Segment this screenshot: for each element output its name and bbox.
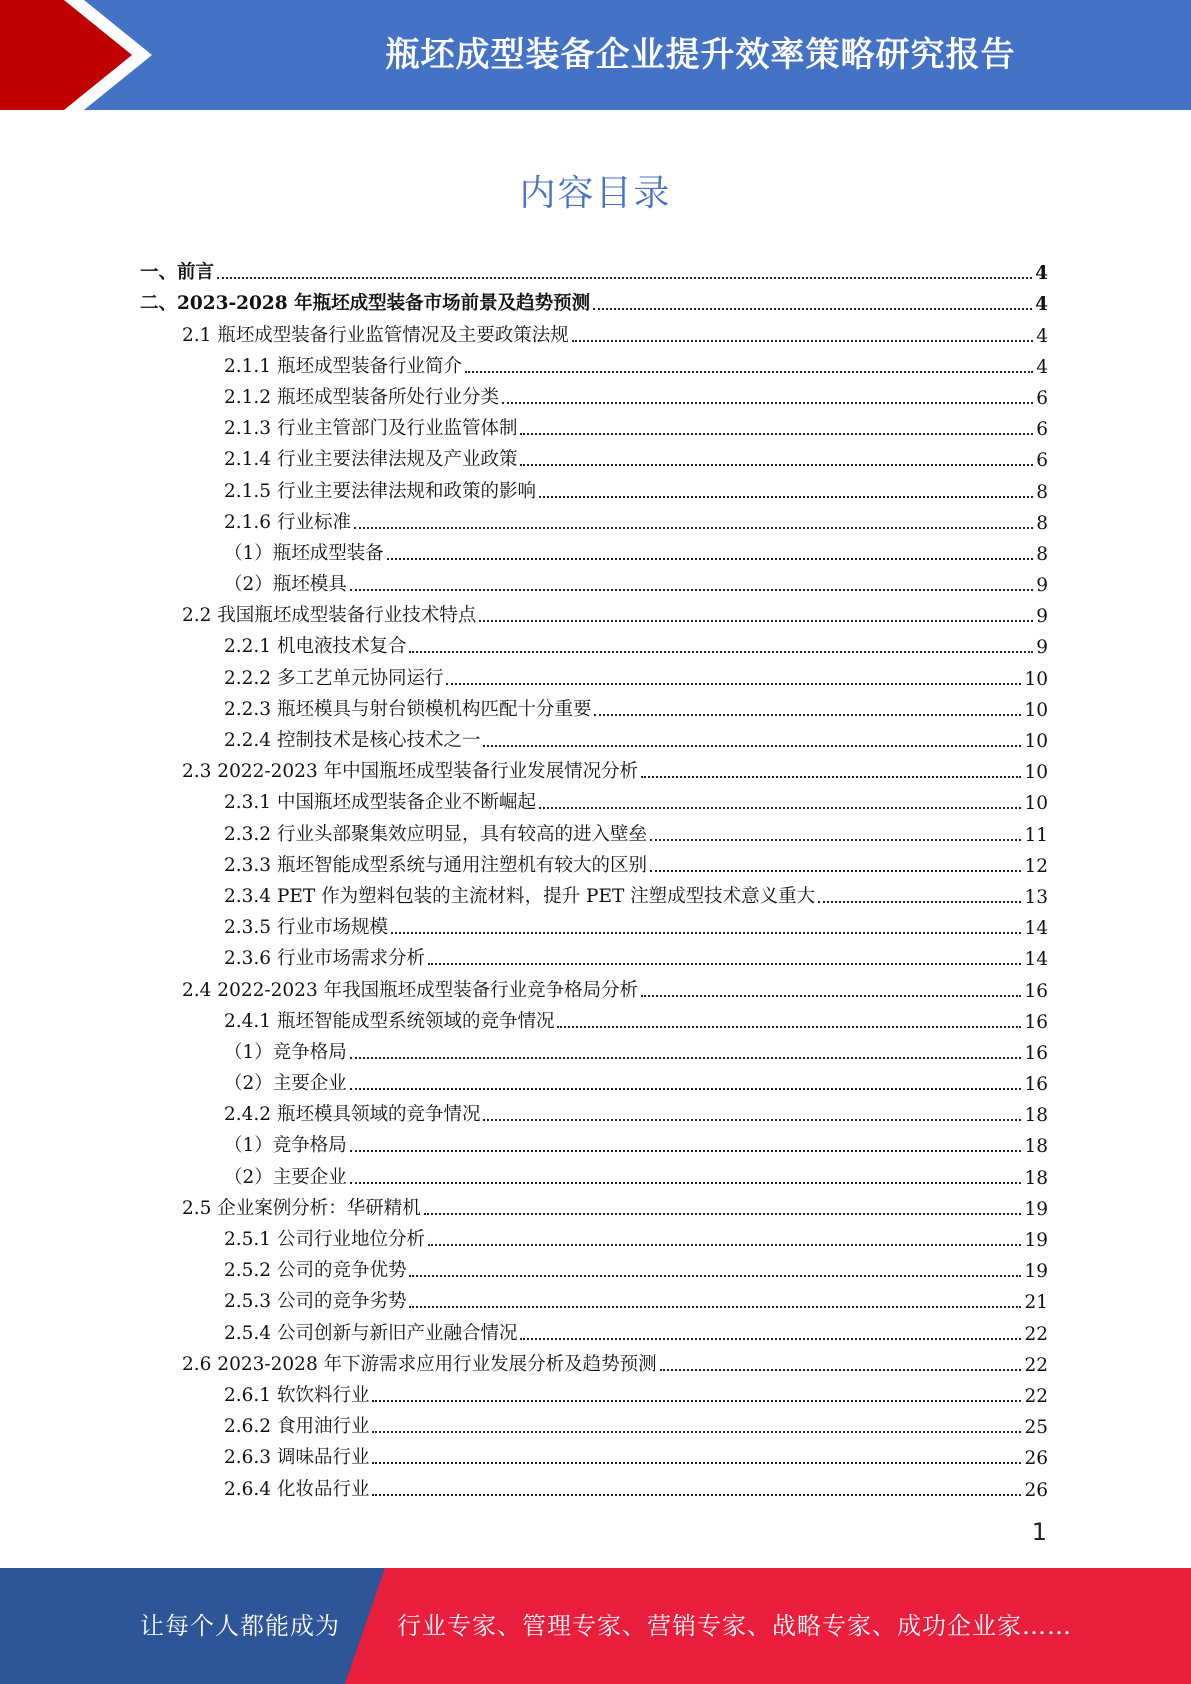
toc-entry[interactable] — [140, 253, 1048, 284]
dot-leader — [372, 1400, 1021, 1402]
toc-entry-label: （2）主要企业 — [224, 1073, 347, 1095]
toc-entry-page: 10 — [1024, 731, 1048, 752]
toc-entry-label: 二、2023-2028 年瓶坯成型装备市场前景及趋势预测 — [140, 293, 591, 315]
toc-entry[interactable] — [140, 284, 1048, 315]
toc-entry-label: 2.3.1 中国瓶坯成型装备企业不断崛起 — [224, 792, 536, 814]
dot-leader — [641, 776, 1021, 778]
toc-entry-label: （2）瓶坯模具 — [224, 574, 347, 596]
dot-leader — [391, 932, 1021, 934]
dot-leader — [483, 745, 1021, 747]
dot-leader — [479, 620, 1033, 622]
dot-leader — [483, 1119, 1021, 1121]
toc-entry[interactable] — [140, 783, 1048, 814]
toc-entry-label: 2.1.1 瓶坯成型装备行业简介 — [224, 355, 462, 377]
toc-entry[interactable] — [140, 1033, 1048, 1064]
toc-entry-label: 2.5.4 公司创新与新旧产业融合情况 — [224, 1322, 518, 1344]
toc-entry-label: 2.4.1 瓶坯智能成型系统领域的竞争情况 — [224, 1010, 555, 1032]
dot-leader — [372, 1431, 1021, 1433]
toc-entry-label: 2.5.1 公司行业地位分析 — [224, 1229, 425, 1250]
toc-entry[interactable] — [140, 1376, 1048, 1407]
toc-entry-label: 2.1 瓶坯成型装备行业监管情况及主要政策法规 — [182, 324, 569, 346]
toc-entry-label: 2.6.1 软饮料行业 — [224, 1384, 370, 1406]
toc-entry-label: 2.6.4 化妆品行业 — [224, 1478, 370, 1500]
toc-entry-page: 6 — [1036, 387, 1048, 409]
toc-entry[interactable] — [140, 846, 1048, 877]
toc-entry-page: 9 — [1036, 606, 1048, 628]
toc-entry-label: 2.1.5 行业主要法律法规和政策的影响 — [224, 480, 536, 502]
toc-entry[interactable] — [140, 658, 1048, 689]
toc-entry[interactable] — [140, 347, 1048, 378]
toc-entry-page: 22 — [1024, 1354, 1048, 1376]
toc-entry-label: 2.1.3 行业主管部门及行业监管体制 — [224, 418, 518, 440]
toc-entry[interactable] — [140, 503, 1048, 534]
toc-entry-page: 14 — [1024, 918, 1048, 940]
toc-entry[interactable] — [140, 721, 1048, 752]
toc-entry-page: 26 — [1024, 1448, 1048, 1470]
dot-leader — [424, 1213, 1022, 1215]
toc-entry-label: 2.6 2023-2028 年下游需求应用行业发展分析及趋势预测 — [182, 1353, 657, 1375]
dot-leader — [572, 340, 1033, 342]
toc-entry[interactable] — [140, 1220, 1048, 1251]
toc-entry[interactable] — [140, 1126, 1048, 1157]
toc-entry[interactable] — [140, 378, 1048, 409]
toc-entry-page: 6 — [1036, 419, 1048, 441]
dot-leader — [217, 277, 1032, 279]
toc-entry[interactable] — [140, 752, 1048, 783]
dot-leader — [428, 1244, 1021, 1246]
dot-leader — [409, 1275, 1021, 1277]
toc-entry[interactable] — [140, 534, 1048, 565]
dot-leader — [593, 308, 1032, 310]
toc-entry-label: 2.2.3 瓶坯模具与射台锁模机构匹配十分重要 — [224, 698, 592, 720]
dot-leader — [641, 995, 1021, 997]
toc-heading: 内容目录 — [519, 173, 672, 214]
toc-entry-label: 2.3.5 行业市场规模 — [224, 917, 388, 939]
toc-entry-label: 2.5.3 公司的竞争劣势 — [224, 1291, 407, 1313]
toc-entry-label: 2.4.2 瓶坯模具领域的竞争情况 — [224, 1104, 481, 1126]
toc-entry[interactable] — [140, 877, 1048, 908]
toc-entry-page: 18 — [1024, 1136, 1048, 1158]
dot-leader — [372, 1494, 1021, 1496]
toc-entry-label: 2.6.2 食用油行业 — [224, 1416, 370, 1438]
toc-entry-page: 16 — [1024, 1042, 1048, 1064]
toc-entry[interactable] — [140, 1095, 1048, 1126]
toc-entry-label: （1）竞争格局 — [224, 1041, 347, 1063]
toc-entry[interactable] — [140, 471, 1048, 502]
dot-leader — [539, 807, 1021, 809]
toc-entry-label: 2.2.1 机电液技术复合 — [224, 636, 407, 658]
toc-entry-page: 18 — [1024, 1105, 1048, 1127]
toc-entry[interactable] — [140, 1407, 1048, 1438]
dot-leader — [650, 839, 1021, 841]
dot-leader — [350, 589, 1033, 591]
toc-entry-page: 25 — [1024, 1417, 1048, 1439]
toc-entry[interactable] — [140, 315, 1048, 346]
toc-entry-page: 9 — [1036, 637, 1048, 659]
toc-entry-page: 6 — [1036, 450, 1048, 472]
toc-entry[interactable] — [140, 939, 1048, 970]
footer-slogan-right: 行业专家、管理专家、营销专家、战略专家、成功企业家…… — [397, 1612, 1072, 1640]
toc-entry-label: 一、前言 — [140, 262, 215, 284]
dot-leader — [818, 901, 1021, 903]
toc-entry-page: 14 — [1024, 949, 1048, 971]
table-of-contents — [140, 253, 1048, 1501]
dot-leader — [594, 714, 1021, 716]
toc-entry[interactable] — [140, 1157, 1048, 1188]
toc-entry-page: 12 — [1024, 855, 1048, 877]
toc-entry[interactable] — [140, 1251, 1048, 1282]
toc-entry[interactable] — [140, 1313, 1048, 1344]
toc-entry-page: 22 — [1024, 1385, 1048, 1407]
toc-entry-page: 8 — [1036, 512, 1048, 534]
toc-entry-label: 2.3.4 PET 作为塑料包装的主流材料，提升 PET 注塑成型技术意义重大 — [224, 885, 816, 907]
dot-leader — [446, 683, 1021, 685]
dot-leader — [428, 963, 1021, 965]
toc-entry[interactable] — [140, 814, 1048, 845]
toc-entry-page: 13 — [1024, 886, 1048, 908]
toc-entry[interactable] — [140, 1189, 1048, 1220]
dot-leader — [520, 464, 1033, 466]
dot-leader — [350, 1088, 1022, 1090]
toc-entry-page: 4 — [1036, 356, 1048, 378]
toc-entry-page: 8 — [1036, 481, 1048, 503]
toc-entry-label: 2.3.2 行业头部聚集效应明显，具有较高的进入壁垒 — [224, 823, 647, 845]
dot-leader — [660, 1369, 1022, 1371]
toc-entry-page: 4 — [1036, 325, 1048, 347]
toc-entry[interactable] — [140, 596, 1048, 627]
footer-banner — [0, 1568, 1191, 1684]
toc-entry[interactable] — [140, 440, 1048, 471]
toc-entry-page: 19 — [1024, 1198, 1048, 1220]
toc-entry-page: 10 — [1024, 699, 1048, 721]
toc-entry[interactable] — [140, 1064, 1048, 1095]
toc-entry-page: 26 — [1024, 1479, 1048, 1501]
toc-entry-page: 9 — [1036, 575, 1048, 597]
toc-entry-page: 16 — [1024, 1074, 1048, 1096]
toc-entry-page: 11 — [1024, 824, 1048, 846]
toc-entry-label: 2.5.2 公司的竞争优势 — [224, 1260, 407, 1282]
dot-leader — [502, 402, 1033, 404]
toc-entry-page: 10 — [1024, 762, 1048, 784]
toc-entry[interactable] — [140, 1002, 1048, 1033]
toc-entry-page: 21 — [1024, 1292, 1048, 1314]
toc-entry-page: 19 — [1024, 1230, 1048, 1251]
toc-entry-label: 2.3.3 瓶坯智能成型系统与通用注塑机有较大的区别 — [224, 854, 647, 876]
toc-entry-page: 4 — [1035, 263, 1048, 285]
toc-entry-label: 2.6.3 调味品行业 — [224, 1447, 370, 1469]
toc-entry[interactable] — [140, 1282, 1048, 1313]
dot-leader — [350, 1182, 1022, 1184]
toc-entry-label: 2.3 2022-2023 年中国瓶坯成型装备行业发展情况分析 — [182, 761, 639, 783]
footer-slogan-left: 让每个人都能成为 — [140, 1612, 340, 1640]
toc-entry-page: 19 — [1024, 1261, 1048, 1283]
toc-entry[interactable] — [140, 409, 1048, 440]
dot-leader — [465, 371, 1033, 373]
toc-entry-label: 2.2.4 控制技术是核心技术之一 — [224, 730, 481, 751]
report-title: 瓶坯成型装备企业提升效率策略研究报告 — [385, 35, 1016, 75]
dot-leader — [520, 1338, 1021, 1340]
dot-leader — [354, 527, 1033, 529]
toc-entry[interactable] — [140, 908, 1048, 939]
toc-entry-label: 2.2.2 多工艺单元协同运行 — [224, 667, 444, 689]
toc-entry-label: （1）竞争格局 — [224, 1135, 347, 1157]
dot-leader — [539, 496, 1033, 498]
toc-entry[interactable] — [140, 1469, 1048, 1500]
toc-entry-label: （2）主要企业 — [224, 1166, 347, 1188]
toc-entry-label: 2.4 2022-2023 年我国瓶坯成型装备行业竞争格局分析 — [182, 979, 639, 1001]
toc-entry-label: 2.2 我国瓶坯成型装备行业技术特点 — [182, 605, 477, 627]
toc-entry[interactable] — [140, 1345, 1048, 1376]
toc-entry-page: 16 — [1024, 980, 1048, 1002]
page-number: 1 — [1031, 1518, 1047, 1546]
toc-entry-label: 2.3.6 行业市场需求分析 — [224, 948, 425, 970]
toc-entry-label: 2.1.6 行业标准 — [224, 511, 351, 533]
toc-entry[interactable] — [140, 690, 1048, 721]
toc-entry-page: 10 — [1024, 793, 1048, 815]
toc-entry-page: 18 — [1024, 1167, 1048, 1189]
toc-entry-page: 10 — [1024, 668, 1048, 690]
toc-entry[interactable] — [140, 565, 1048, 596]
toc-entry-page: 4 — [1035, 294, 1048, 316]
toc-entry[interactable] — [140, 970, 1048, 1001]
toc-entry-page: 8 — [1036, 543, 1048, 565]
toc-entry-label: 2.5 企业案例分析：华研精机 — [182, 1197, 421, 1219]
dot-leader — [520, 433, 1033, 435]
dot-leader — [350, 1057, 1022, 1059]
dot-leader — [557, 1026, 1021, 1028]
dot-leader — [350, 1150, 1022, 1152]
dot-leader — [387, 558, 1033, 560]
dot-leader — [372, 1462, 1021, 1464]
toc-entry[interactable] — [140, 627, 1048, 658]
toc-entry-label: （1）瓶坯成型装备 — [224, 542, 384, 564]
toc-entry-label: 2.1.4 行业主要法律法规及产业政策 — [224, 449, 518, 471]
dot-leader — [650, 870, 1021, 872]
header-banner — [0, 0, 1191, 110]
toc-entry-page: 22 — [1024, 1323, 1048, 1345]
toc-entry[interactable] — [140, 1438, 1048, 1469]
dot-leader — [409, 651, 1033, 653]
toc-entry-page: 16 — [1024, 1011, 1048, 1033]
toc-entry-label: 2.1.2 瓶坯成型装备所处行业分类 — [224, 386, 499, 408]
dot-leader — [409, 1306, 1021, 1308]
